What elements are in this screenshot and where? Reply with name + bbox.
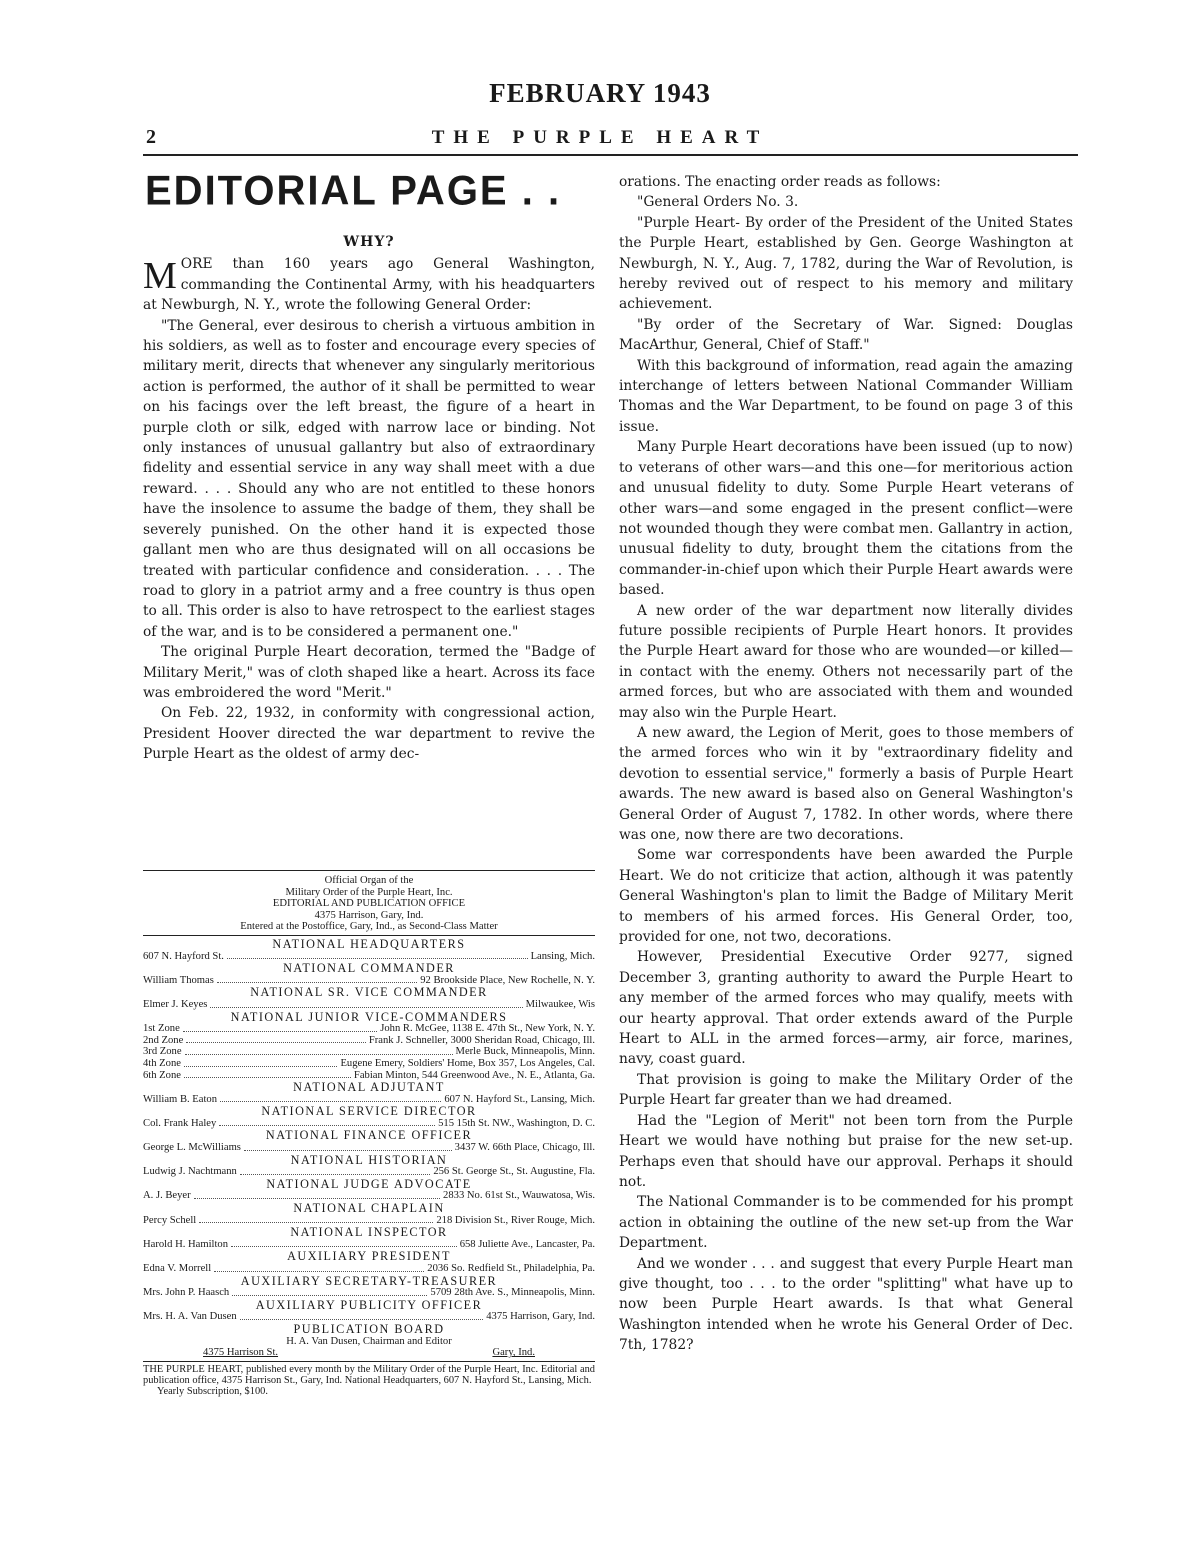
leader-dots <box>194 1190 440 1199</box>
paragraph: That provision is going to make the Military Order of the Purple Heart far greater than we had dreamed. <box>619 1071 1073 1109</box>
editorial-subhead: WHY? <box>343 234 395 250</box>
leader-dots <box>220 1094 441 1103</box>
section-heading: NATIONAL FINANCE OFFICER <box>265 1128 473 1143</box>
officer-name: William B. Eaton <box>143 1093 218 1105</box>
leader-dots <box>214 1263 424 1272</box>
officer-address: Milwaukee, Wis <box>525 998 595 1010</box>
paragraph: "The General, ever desirous to cherish a virtuous ambition in his soldiers, as well as to foster and encourage every species of military merit, directs that whenever any singularly meritorious action is performed, the author of it shall be permitted to wear on his facings over the left breast, the figure of a heart in purple cloth or silk, edged with narrow lace or binding. Not only instances of unusual gallantry but also of extraordinary fidelity and essential service in any way shall meet with a due reward. . . . Should any who are not entitled to these honors have the insolence to assume the badge of them, they shall be severely punished. On the other hand it is expected those gallant men who are thus designated will on all occasions be treated with particular confidence and consideration. . . . The road to glory in a patriot army and a free country is thus open to all. This order is also to have retrospect to the earliest stages of the war, and is to be considered a permanent one." <box>143 317 595 640</box>
paragraph: However, Presidential Executive Order 9277, signed December 3, granting authority to award the Purple Heart to any member of the armed forces who may qualify, meets with our hearty approval. That order extends award of the Purple Heart to ALL in the armed forces—army, air force, marines, navy, coast guard. <box>619 949 1073 1068</box>
paragraph: Some war correspondents have been awarded the Purple Heart. We do not criticize that action, although it was patently General Washington's plan to limit the Badge of Military Merit to members of his armed forces. His General Order, too, provided for one, not two, decorations. <box>619 847 1073 946</box>
publication-address: 4375 Harrison St. Gary, Ind. <box>203 1347 535 1359</box>
header-rule <box>143 154 1078 156</box>
leader-dots <box>232 1287 427 1296</box>
officer-address: Frank J. Schneller, 3000 Sheridan Road, Chicago, Ill. <box>368 1034 595 1046</box>
officer-row <box>143 1035 595 1047</box>
box-intro: Official Organ of the Military Order of the Purple Heart, Inc. EDITORIAL AND PUBLICATION OFFICE 4375 Harrison, Gary, Ind. Entered at the Postoffice, Gary, Ind., as Second-Class Matter <box>240 875 498 933</box>
paragraph: The National Commander is to be commended for his prompt action in obtaining the outline of the new set-up from the War Department. <box>619 1194 1073 1252</box>
officer-name: Edna V. Morrell <box>143 1263 212 1274</box>
officer-name: Percy Schell <box>143 1214 197 1226</box>
officer-row <box>143 999 595 1011</box>
officer-row <box>143 1023 595 1035</box>
officer-name: 1st Zone <box>143 1023 180 1035</box>
right-column <box>619 172 1073 1356</box>
officer-address: 218 Division St., River Rouge, Mich. <box>436 1214 595 1226</box>
leader-dots <box>240 1311 484 1320</box>
officer-name: 3rd Zone <box>143 1046 182 1058</box>
leader-dots <box>227 951 528 960</box>
paragraph: "Purple Heart- By order of the President of the United States the Purple Heart, established by Gen. George Washington at Newburgh, N. Y., Aug. 7, 1782, during the War of Revolution, is hereby revived out of respect to his memory and military achievement. <box>619 214 1073 313</box>
box-rule <box>143 870 595 871</box>
officer-address: Merle Buck, Minneapolis, Minn. <box>455 1046 595 1058</box>
section-heading: NATIONAL INSPECTOR <box>290 1225 448 1240</box>
paragraph: A new award, the Legion of Merit, goes to those members of the armed forces who win it by "extraordinary fidelity and devotion to essential service," formerly a basis of Purple Heart awards. The new award is based also on General Washington's General Order of August 7, 1782. In other words, where there was one, now there are two decorations. <box>619 724 1073 843</box>
officer-address: 658 Juliette Ave., Lancaster, Pa. <box>459 1238 595 1250</box>
officer-name: Harold H. Hamilton <box>143 1238 229 1250</box>
officer-row <box>143 1142 595 1154</box>
section-heading: AUXILIARY PUBLICITY OFFICER <box>255 1297 483 1312</box>
section-heading: PUBLICATION BOARD <box>293 1321 445 1336</box>
editor-line: H. A. Van Dusen, Chairman and Editor <box>286 1335 452 1347</box>
section-heading: NATIONAL CHAPLAIN <box>293 1201 445 1216</box>
paragraph: The original Purple Heart decoration, termed the "Badge of Military Merit," was of cloth shaped like a heart. Across its face was embroidered the word "Merit." <box>143 644 595 701</box>
officer-name: 2nd Zone <box>143 1034 184 1046</box>
section-heading: NATIONAL JUDGE ADVOCATE <box>266 1176 472 1191</box>
issue-date: FEBRUARY 1943 <box>489 78 711 108</box>
officer-name: 607 N. Hayford St. <box>143 950 224 962</box>
section-heading: NATIONAL HEADQUARTERS <box>272 936 466 951</box>
officer-address: 256 St. George St., St. Augustine, Fla. <box>433 1166 595 1178</box>
leader-dots <box>231 1239 457 1248</box>
officer-name: Mrs. John P. Haasch <box>143 1287 230 1299</box>
officer-address: 92 Brookside Place, New Rochelle, N. Y. <box>420 974 595 986</box>
officer-address: 607 N. Hayford St., Lansing, Mich. <box>444 1093 595 1105</box>
publication-title: THE PURPLE HEART <box>431 127 769 148</box>
page-number: 2 <box>146 126 156 148</box>
officer-row <box>143 1263 595 1275</box>
leader-dots <box>183 1023 377 1032</box>
section-heading: NATIONAL COMMANDER <box>283 961 455 976</box>
leader-dots <box>185 1046 453 1055</box>
officer-address: John R. McGee, 1138 E. 47th St., New York, N. Y. <box>380 1023 595 1035</box>
section-heading: NATIONAL SR. VICE COMMANDER <box>250 985 488 1000</box>
leader-dots <box>219 1118 435 1127</box>
paragraph: orations. The enacting order reads as follows: <box>619 174 941 190</box>
officer-name: William Thomas <box>143 974 214 986</box>
officer-row <box>143 1046 595 1058</box>
section-heading: NATIONAL HISTORIAN <box>290 1152 448 1167</box>
masthead-box <box>143 870 595 1397</box>
drop-cap: M <box>143 255 177 298</box>
leader-dots <box>184 1070 351 1079</box>
officer-address: 2833 No. 61st St., Wauwatosa, Wis. <box>443 1190 595 1202</box>
officer-name: Mrs. H. A. Van Dusen <box>143 1311 237 1323</box>
paragraph: Had the "Legion of Merit" not been torn from the Purple Heart we would have nothing but praise for the new set-up. Perhaps even that should have our approval. Perhaps it should not. <box>619 1112 1073 1190</box>
section-heading: AUXILIARY PRESIDENT <box>287 1249 451 1264</box>
officer-row <box>143 1058 595 1070</box>
section-heading: NATIONAL ADJUTANT <box>293 1080 445 1095</box>
section-heading: AUXILIARY SECRETARY-TREASURER <box>240 1273 498 1288</box>
left-column <box>143 168 595 765</box>
box-rule <box>143 935 595 936</box>
paragraph: With this background of information, read again the amazing interchange of letters between National Commander William Thomas and the War Department, to be found on page 3 of this issue. <box>619 357 1073 435</box>
paragraph: "General Orders No. 3. <box>637 194 799 211</box>
officer-address: Lansing, Mich. <box>530 950 595 962</box>
paragraph: And we wonder . . . and suggest that every Purple Heart man give thought, too . . . to the order "splitting" what have up to now been Purple Heart awards. Is that what General Washington intended when he wrote his General Order of Dec. 7th, 1782? <box>619 1255 1073 1354</box>
officer-name: Elmer J. Keyes <box>143 998 208 1010</box>
section-heading: NATIONAL SERVICE DIRECTOR <box>261 1104 477 1119</box>
officer-address: 5709 28th Ave. S., Minneapolis, Minn. <box>430 1287 595 1299</box>
officer-address: 515 15th St. NW., Washington, D. C. <box>438 1117 595 1129</box>
officer-name: 4th Zone <box>143 1057 181 1069</box>
leader-dots <box>244 1142 452 1151</box>
officer-address: 2036 So. Redfield St., Philadelphia, Pa. <box>427 1263 595 1274</box>
leader-dots <box>217 975 417 984</box>
officer-address: Fabian Minton, 544 Greenwood Ave., N. E., Atlanta, Ga. <box>353 1069 595 1081</box>
box-rule <box>143 1361 595 1362</box>
officer-name: George L. McWilliams <box>143 1142 241 1154</box>
paragraph: MORE than 160 years ago General Washington, commanding the Continental Army, with his headquarters at Newburgh, N. Y., wrote the following General Order: <box>143 255 595 314</box>
paragraph: Many Purple Heart decorations have been issued (up to now) to veterans of other wars—and this one—for meritorious action and unusual fidelity to duty. Some Purple Heart veterans of other wars—and some engaged in the present conflict—were not wounded though they were combat men. Gallantry in action, unusual fidelity to duty, brought them the citations from the commander-in-chief upon which their Purple Heart awards were based. <box>619 439 1073 599</box>
paragraph: A new order of the war department now literally divides future possible recipients of Purple Heart honors. It provides the Purple Heart award for those who are wounded—or killed—in contact with the enemy. Others not necessarily part of the armed forces, but who are associated with them and wounded may also win the Purple Heart. <box>619 602 1073 721</box>
officer-address: Eugene Emery, Soldiers' Home, Box 357, Los Angeles, Cal. <box>340 1057 595 1069</box>
officer-name: Ludwig J. Nachtmann <box>143 1166 237 1178</box>
officer-address: 3437 W. 66th Place, Chicago, Ill. <box>454 1142 595 1154</box>
officer-name: A. J. Beyer <box>143 1190 191 1202</box>
officer-name: 6th Zone <box>143 1069 181 1081</box>
subscription-note: Yearly Subscription, $100. <box>157 1386 268 1398</box>
leader-dots <box>186 1035 366 1044</box>
leader-dots <box>184 1058 337 1067</box>
leader-dots <box>199 1215 433 1224</box>
leader-dots <box>240 1166 430 1175</box>
publication-note: THE PURPLE HEART, published every month by the Military Order of the Purple Heart, Inc. Editorial and publication office, 4375 Harrison St., Gary, Ind. National Headquarters, 607 N. Hayford St., Lansing, Mich. <box>143 1363 595 1386</box>
officer-address: 4375 Harrison, Gary, Ind. <box>486 1311 595 1323</box>
paragraph: On Feb. 22, 1932, in conformity with congressional action, President Hoover directed the war department to revive the Purple Heart as the oldest of army dec- <box>143 705 595 763</box>
leader-dots <box>210 999 522 1008</box>
section-heading: NATIONAL JUNIOR VICE-COMMANDERS <box>230 1009 508 1024</box>
officer-name: Col. Frank Haley <box>143 1117 217 1129</box>
paragraph: "By order of the Secretary of War. Signed: Douglas MacArthur, General, Chief of Staff." <box>619 316 1073 354</box>
officer-list <box>143 938 595 1323</box>
editorial-headline: EDITORIAL PAGE . . <box>145 167 562 215</box>
